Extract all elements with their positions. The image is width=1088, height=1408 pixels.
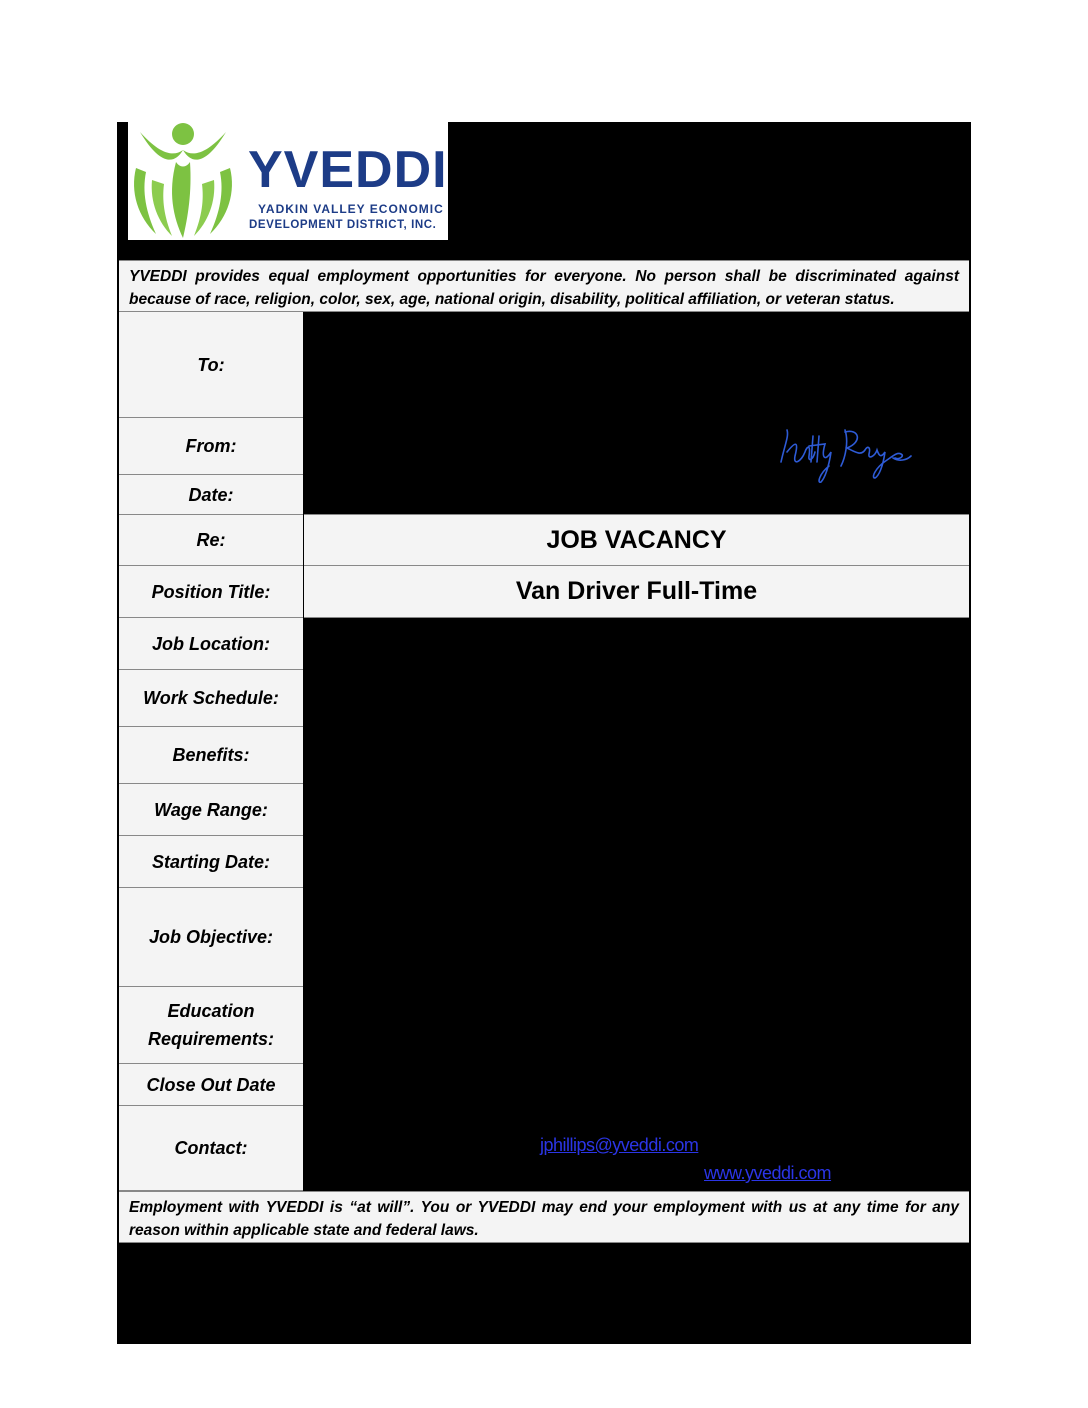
- label-education-line2: Requirements:: [147, 1029, 275, 1049]
- contact-website-link[interactable]: www.yveddi.com: [704, 1163, 832, 1183]
- yveddi-logo: [128, 122, 448, 240]
- label-contact: Contact:: [119, 1106, 303, 1191]
- logo-tagline-line1: YADKIN VALLEY ECONOMIC: [258, 202, 444, 216]
- label-work-schedule: Work Schedule:: [119, 670, 303, 727]
- label-benefits: Benefits:: [119, 727, 303, 784]
- label-re: Re:: [119, 515, 303, 566]
- label-to: To:: [119, 312, 303, 418]
- eeo-statement: YVEDDI provides equal employment opportunities for everyone. No person shall be discriminated against because of race, religion, color, sex, age, national origin, disability, political affiliation, or veteran status.: [119, 260, 969, 312]
- label-job-location: Job Location:: [119, 618, 303, 670]
- label-starting-date: Starting Date:: [119, 836, 303, 888]
- label-close-out-date: Close Out Date: [119, 1064, 303, 1106]
- contact-email-link[interactable]: jphillips@yveddi.com: [540, 1135, 699, 1155]
- value-position-title: Van Driver Full-Time: [304, 565, 969, 618]
- signature: [775, 422, 915, 492]
- logo-wordmark: YVEDDI: [248, 141, 448, 199]
- signature-icon: [775, 422, 915, 492]
- label-wage-range: Wage Range:: [119, 784, 303, 836]
- label-job-objective: Job Objective:: [119, 888, 303, 987]
- label-position-title: Position Title:: [119, 566, 303, 618]
- logo-tagline-line2: DEVELOPMENT DISTRICT, INC.: [249, 219, 437, 231]
- label-from: From:: [119, 418, 303, 475]
- label-education-requirements: [119, 987, 303, 1064]
- label-education-line1: Education: [167, 1001, 255, 1021]
- at-will-statement: Employment with YVEDDI is “at will”. You or YVEDDI may end your employment with us at any time for any reason within applicable state and federal laws.: [119, 1191, 969, 1243]
- value-re: JOB VACANCY: [304, 514, 969, 566]
- label-date: Date:: [119, 475, 303, 515]
- job-vacancy-form: [117, 122, 971, 1344]
